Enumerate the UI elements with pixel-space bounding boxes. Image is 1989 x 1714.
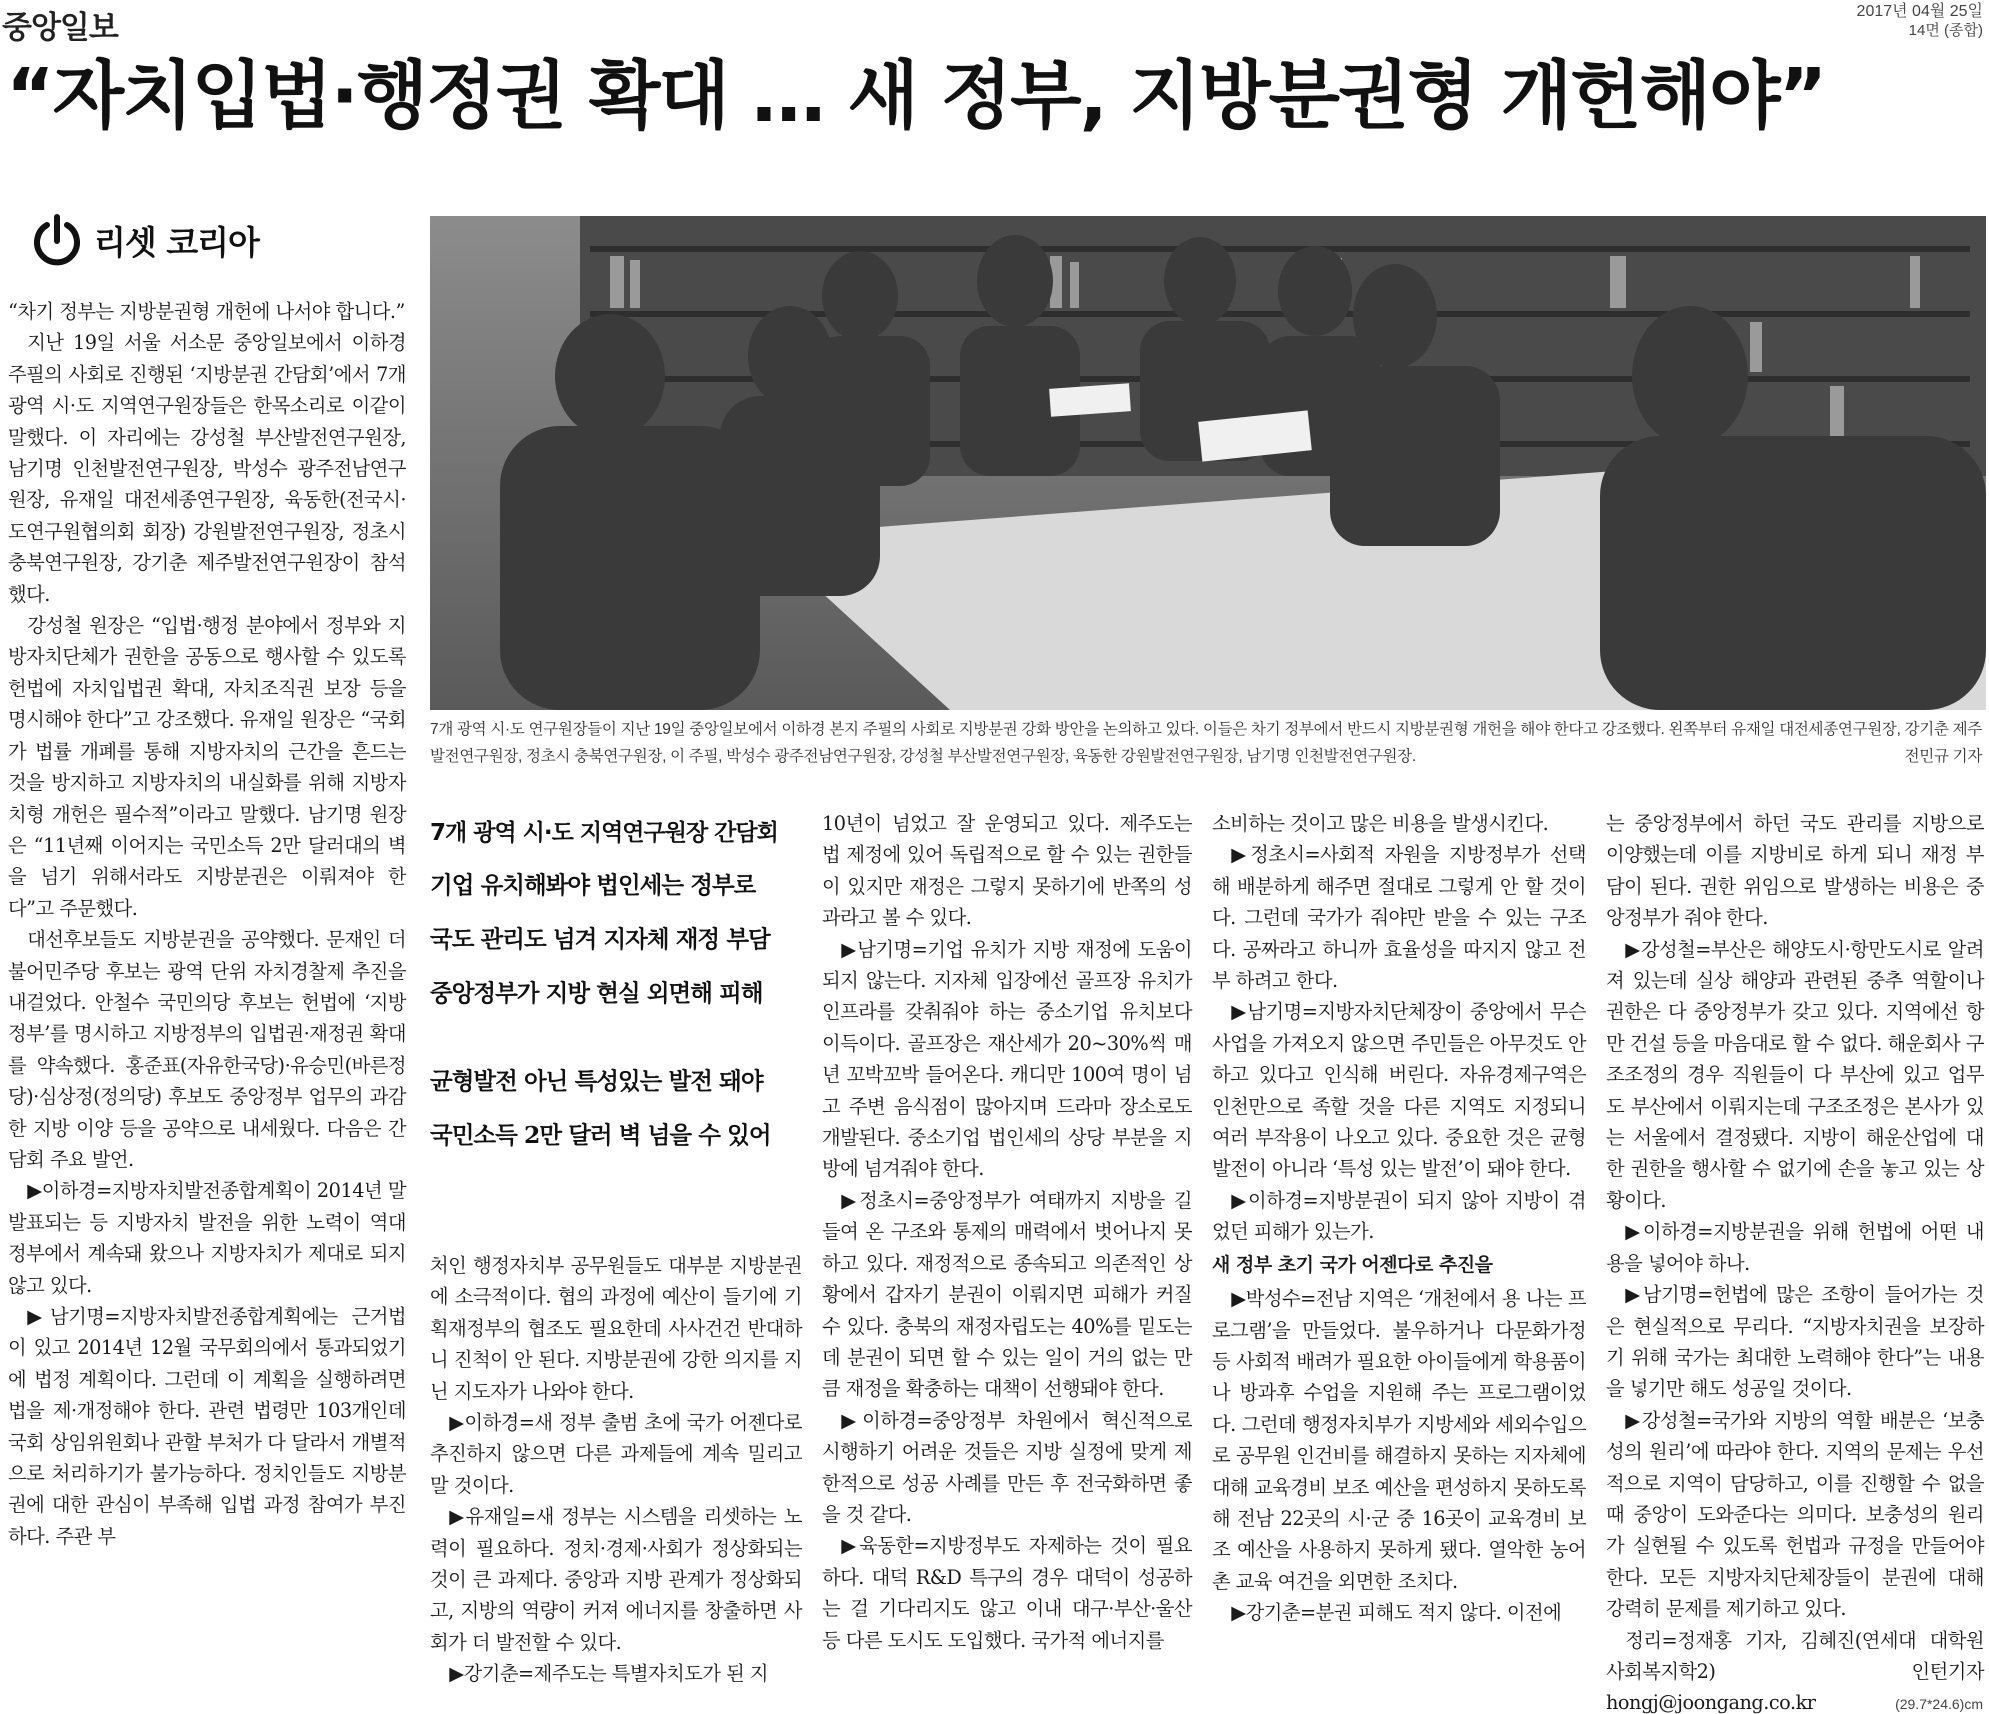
article-paragraph: ▶남기명=기업 유치가 지방 재정에 도움이 되지 않는다. 지자체 입장에선 골프장 유치가 인프라를 갖춰줘야 하는 중소기업 유치보다 이득이다. 골프장은 재산세가 20~30%씩 매년 꼬박꼬박 들어온다. 캐디만 100여 명이 넘고 주변 음식점이 많아지며 드라마 장소로도 개발된다. 중소기업 법인세의 상당 부분을 지방에 넘겨줘야 한다. (822, 937, 1192, 1181)
meeting-photo-illustration (430, 216, 1986, 710)
article-paragraph: ▶이하경=새 정부 출범 초에 국가 어젠다로 추진하지 않으면 다른 과제들에 계속 밀리고 말 것이다. (430, 1411, 802, 1497)
clipping-size: (29.7*24.6)cm (1895, 1696, 1983, 1712)
subhead-line: 국민소득 2만 달러 벽 넘을 수 있어 (430, 1121, 771, 1149)
article-paragraph: ▶남기명=헌법에 많은 조항이 들어가는 것은 현실적으로 무리다. “지방자치권을 보장하기 위해 국가는 최대한 노력해야 한다”는 내용을 넣기만 해도 성공일 것이다. (1606, 1283, 1984, 1401)
article-paragraph: 강성철 원장은 “입법·행정 분야에서 정부와 지방자치단체가 권한을 공동으로 행사할 수 있도록 헌법에 자치입법권 확대, 자치조직권 보장 등을 명시해야 한다”고 강조했다. 유재일 원장은 “국회가 법률 개폐를 통해 지방자치의 근간을 흔드는 것을 방지하고 지방자치의 내실화를 위해 지방자치형 개헌은 필수적”이라고 말했다. 남기명 원장은 “11년째 이어지는 국민소득 2만 달러대의 벽을 넘기 위해서라도 지방분권은 이뤄져야 한다”고 주문했다. (8, 614, 406, 920)
series-label (30, 210, 259, 270)
inline-subhead: 새 정부 초기 국가 어젠다로 추진을 (1212, 1253, 1493, 1276)
subhead-kicker: 7개 광역 시·도 지역연구원장 간담회 (430, 820, 778, 846)
newspaper-logo: 중앙일보 (2, 10, 118, 46)
article-paragraph: ▶육동한=지방정부도 자제하는 것이 필요하다. 대덕 R&D 특구의 경우 대덕이 성공하는 걸 기다리지도 않고 이내 대구·부산·울산 등 다른 도시도 도입했다. 국가적 에너지를 (822, 1534, 1192, 1652)
subhead-line: 국도 관리도 넘겨 지자체 재정 부담 (430, 925, 770, 953)
article-paragraph: ▶이하경=지방분권이 되지 않아 지방이 겪었던 피해가 있는가. (1212, 1188, 1586, 1244)
photo-credit: 전민규 기자 (1904, 748, 1982, 765)
byline: 정리=정재홍 기자, 김혜진(연세대 대학원 사회복지학2) 인턴기자 hongj@joongang.co.kr (1606, 1628, 1984, 1714)
article-column-5 (1606, 808, 1984, 1714)
publication-info (1857, 2, 1983, 40)
article-subheads (430, 808, 802, 1162)
article-paragraph: ▶강성철=부산은 해양도시·항만도시로 알려져 있는데 실상 해양과 관련된 중추 역할이나 권한은 다 중앙정부가 갖고 있다. 지역에선 항만 건설 등을 마음대로 할 수 없다. 해운회사 구조조정의 경우 직원들이 다 부산에 있고 업무도 부산에서 이뤄지는데 구조조정은 본사가 있는 서울에서 결정됐다. 지방이 해운산업에 대한 권한을 행사할 수 없기에 손을 놓고 있는 상황이다. (1606, 937, 1984, 1212)
article-paragraph: 처인 행정자치부 공무원들도 대부분 지방분권에 소극적이다. 협의 과정에 예산이 들기에 기획재정부의 협조도 필요한데 사사건건 반대하니 진척이 안 된다. 지방분권에 강한 의지를 지닌 지도자가 나와야 한다. (430, 1254, 802, 1403)
subhead-line: 기업 유치해봐야 법인세는 정부로 (430, 871, 756, 899)
page-section: 14면 (종합) (1908, 22, 1983, 39)
article-paragraph: 지난 19일 서울 서소문 중앙일보에서 이하경 주필의 사회로 진행된 ‘지방분권 간담회’에서 7개 광역 시·도 지역연구원장들은 한목소리로 이같이 말했다. 이 자리에는 강성철 부산발전연구원장, 남기명 인천발전연구원장, 박성수 광주전남연구원장, 유재일 대전세종연구원장, 육동한(전국시·도연구원협의회 회장) 강원발전연구원장, 정초시 충북연구원장, 강기춘 제주발전연구원장이 참석했다. (8, 331, 406, 606)
power-icon (30, 213, 84, 267)
article-paragraph: ▶이하경=지방자치발전종합계획이 2014년 말 발표되는 등 지방자치 발전을 위한 노력이 역대 정부에서 계속돼 왔으나 지방자치가 제대로 되지 않고 있다. (8, 1179, 406, 1297)
subhead-line: 중앙정부가 지방 현실 외면해 피해 (430, 979, 763, 1007)
article-paragraph: ▶남기명=지방자치발전종합계획에는 근거법이 있고 2014년 12월 국무회의에서 통과되었기에 법정 계획이다. 그런데 이 계획을 실행하려면 법을 제·개정해야 한다. 관련 법령만 103개인데 국회 상임위원회나 관할 부처가 다 달라서 개별적으로 처리하기가 불가능하다. 정치인들도 지방분권에 대한 관심이 부족해 입법 과정 참여가 부진하다. 주관 부 (8, 1305, 406, 1548)
article-paragraph: ▶유재일=새 정부는 시스템을 리셋하는 노력이 필요하다. 정치·경제·사회가 정상화되는 것이 큰 과제다. 중앙과 지방 관계가 정상화되고, 지방의 역량이 커져 에너지를 창출하면 사회가 더 발전할 수 있다. (430, 1505, 802, 1654)
headline: “자치입법·행정권 확대 … 새 정부, 지방분권형 개헌해야” (6, 53, 1826, 139)
article-column-1 (8, 296, 406, 1552)
photo-caption-text: 7개 광역 시·도 연구원장들이 지난 19일 중앙일보에서 이하경 본지 주필의 사회로 지방분권 강화 방안을 논의하고 있다. 이들은 차기 정부에서 반드시 지방분권형 개헌을 해야 한다고 강조했다. 왼쪽부터 유재일 대전세종연구원장, 강기춘 제주발전연구원장, 정초시 충북연구원장, 이 주필, 박성수 광주전남연구원장, 강성철 부산발전연구원장, 육동한 강원발전연구원장, 남기명 인천발전연구원장. (430, 721, 1982, 765)
photo-caption (430, 716, 1986, 770)
article-paragraph: ▶정초시=중앙정부가 여태까지 지방을 길들여 온 구조와 통제의 매력에서 벗어나지 못하고 있다. 재정적으로 종속되고 의존적인 상황에서 갑자기 분권이 이뤄지면 피해가 커질 수 있다. 충북의 재정자립도는 40%를 밑도는데 분권이 되면 할 수 있는 일이 거의 없는 만큼 재정을 확충하는 대책이 선행돼야 한다. (822, 1188, 1192, 1401)
article-paragraph: 소비하는 것이고 많은 비용을 발생시킨다. (1212, 812, 1549, 835)
article-paragraph: 는 중앙정부에서 하던 국도 관리를 지방으로 이양했는데 이를 지방비로 하게 되니 재정 부담이 된다. 권한 위임으로 발생하는 비용은 중앙정부가 줘야 한다. (1606, 812, 1984, 930)
article-column-3 (822, 808, 1192, 1656)
article-paragraph: ▶이하경=중앙정부 차원에서 혁신적으로 시행하기 어려운 것들은 지방 실정에 맞게 제한적으로 성공 사례를 만든 후 전국화하면 좋을 것 같다. (822, 1408, 1192, 1526)
article-paragraph: 10년이 넘었고 잘 운영되고 있다. 제주도는 법 제정에 있어 독립적으로 할 수 있는 권한들이 있지만 재정은 그렇지 못하기에 반쪽의 성과라고 볼 수 있다. (822, 812, 1192, 930)
article-paragraph: ▶강기춘=제주도는 특별자치도가 된 지 (449, 1662, 769, 1686)
article-paragraph: ▶남기명=지방자치단체장이 중앙에서 무슨 사업을 가져오지 않으면 주민들은 아무것도 안 하고 있다고 인식해 버린다. 자유경제구역은 인천만으로 족할 것을 다른 지역도 지정되니 여러 부작용이 나오고 있다. 중요한 것은 균형발전이 아니라 ‘특성 있는 발전’이 돼야 한다. (1212, 1000, 1586, 1181)
article-paragraph: 대선후보들도 지방분권을 공약했다. 문재인 더불어민주당 후보는 광역 단위 자치경찰제 추진을 내걸었다. 안철수 국민의당 후보는 헌법에 ‘지방정부’를 명시하고 지방정부의 입법권·재정권 확대를 약속했다. 홍준표(자유한국당)·유승민(바른정당)·심상정(정의당) 후보도 중앙정부 업무의 과감한 지방 이양 등을 공약으로 내세웠다. 다음은 간담회 주요 발언. (8, 928, 406, 1171)
subhead-line: 균형발전 아닌 특성있는 발전 돼야 (430, 1067, 763, 1095)
series-title: 리셋 코리아 (94, 222, 259, 262)
meeting-photo (430, 216, 1986, 710)
article-paragraph: “차기 정부는 지방분권형 개헌에 나서야 합니다.” (8, 300, 405, 323)
article-paragraph: ▶정초시=사회적 자원을 지방정부가 선택해 배분하게 해주면 절대로 그렇게 안 할 것이다. 그런데 국가가 줘야만 받을 수 있는 구조다. 공짜라고 하니까 효율성을 따지지 않고 전부 하려고 한다. (1212, 843, 1586, 993)
masthead (0, 0, 1989, 54)
publication-date: 2017년 04월 25일 (1856, 3, 1983, 20)
article-paragraph: ▶강기춘=분권 피해도 적지 않다. 이전에 (1231, 1601, 1562, 1625)
article-column-2 (430, 1250, 802, 1690)
article-paragraph: ▶강성철=국가와 지방의 역할 배분은 ‘보충성의 원리’에 따라야 한다. 지역의 문제는 우선적으로 지역이 담당하고, 이를 진행할 수 없을 때 중앙이 도와준다는 의미다. 보충성의 원리가 실현될 수 있도록 헌법과 규정을 만들어야 한다. 모든 지방자치단체장들이 분권에 대해 강력히 문제를 제기하고 있다. (1606, 1408, 1984, 1621)
article-paragraph: ▶박성수=전남 지역은 ‘개천에서 용 나는 프로그램’을 만들었다. 불우하거나 다문화가정 등 사회적 배려가 필요한 아이들에게 학용품이나 방과후 수업을 지원해 주는 프로그램이었다. 그런데 행정자치부가 지방세와 세외수입으로 공무원 인건비를 해결하지 못하는 지자체에 대해 교육경비 보조 예산을 편성하지 못하도록 해 전남 22곳의 시·군 중 16곳이 교육경비 보조 예산을 사용하지 못하게 됐다. 열악한 농어촌 교육 여건을 외면한 조치다. (1212, 1287, 1586, 1593)
article-column-4 (1212, 808, 1586, 1629)
article-paragraph: ▶이하경=지방분권을 위해 헌법에 어떤 내용을 넣어야 하나. (1606, 1220, 1984, 1275)
